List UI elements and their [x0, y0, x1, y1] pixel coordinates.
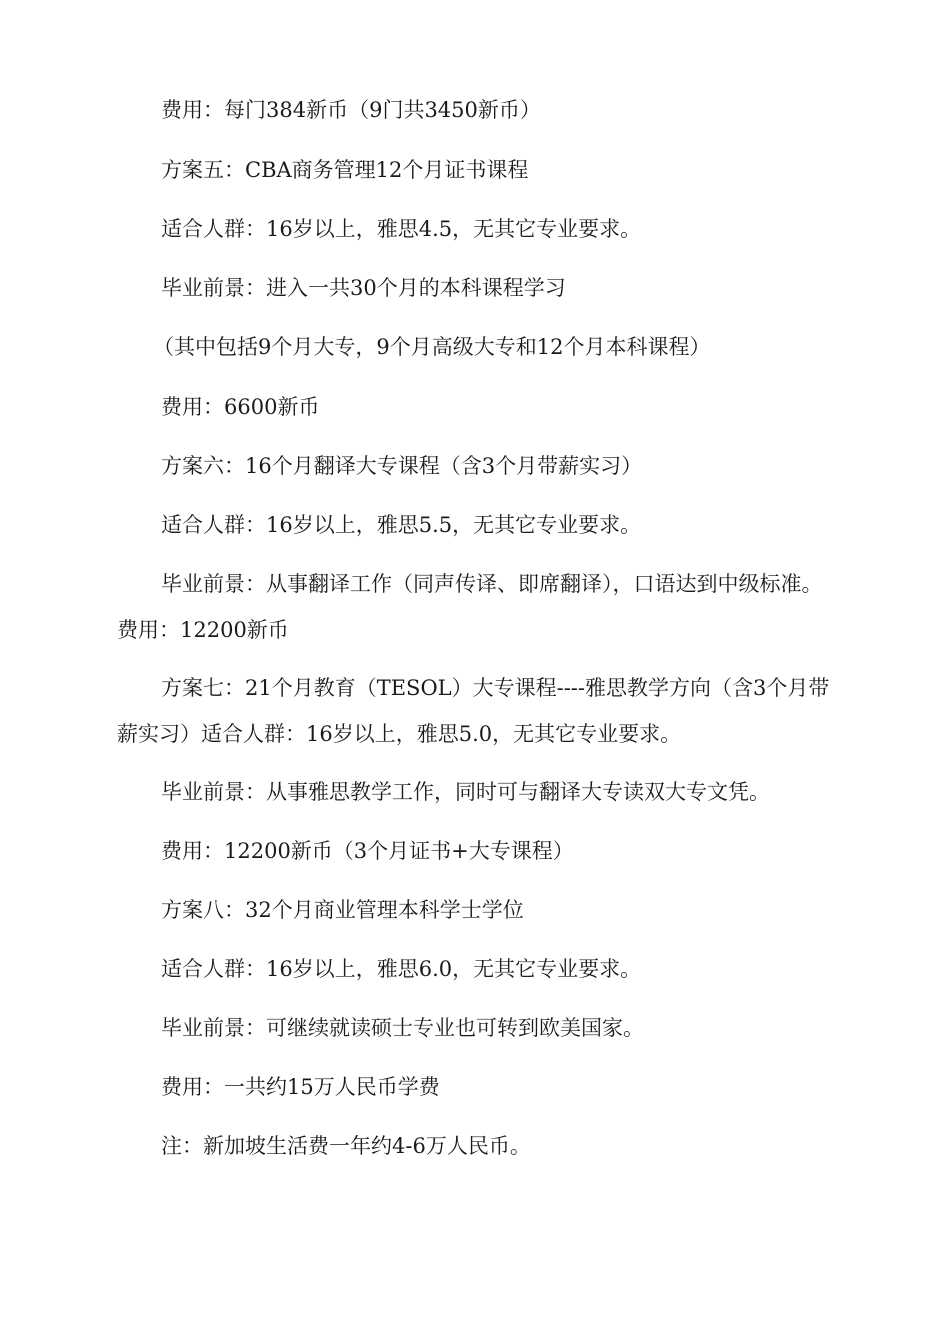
paragraph-plan-eight-audience: 适合人群：16岁以上，雅思6.0，无其它专业要求。 — [161, 957, 642, 981]
paragraph-plan-six-audience: 适合人群：16岁以上，雅思5.5，无其它专业要求。 — [161, 513, 642, 537]
paragraph-living-cost-note: 注：新加坡生活费一年约4-6万人民币。 — [161, 1134, 531, 1158]
paragraph-plan-five-fee: 费用：6600新币 — [161, 395, 320, 419]
paragraph-plan-eight-fee: 费用：一共约15万人民币学费 — [161, 1075, 440, 1099]
paragraph-plan-five-prospect: 毕业前景：进入一共30个月的本科课程学习 — [161, 276, 566, 300]
paragraph-plan-five-audience: 适合人群：16岁以上，雅思4.5，无其它专业要求。 — [161, 217, 642, 241]
paragraph-plan-five-title: 方案五：CBA商务管理12个月证书课程 — [161, 158, 529, 182]
paragraph-fee-per-course: 费用：每门384新币（9门共3450新币） — [161, 98, 541, 122]
paragraph-plan-eight-prospect: 毕业前景：可继续就读硕士专业也可转到欧美国家。 — [161, 1016, 644, 1040]
paragraph-plan-seven-fee: 费用：12200新币（3个月证书+大专课程） — [161, 839, 574, 863]
paragraph-plan-seven-title: 方案七：21个月教育（TESOL）大专课程----雅思教学方向（含3个月带薪实习）适合人群：16岁以上，雅思5.0，无其它专业要求。 — [117, 676, 830, 746]
paragraph-plan-seven-prospect: 毕业前景：从事雅思教学工作，同时可与翻译大专读双大专文凭。 — [161, 780, 770, 804]
paragraph-plan-five-detail: （其中包括9个月大专，9个月高级大专和12个月本科课程） — [153, 335, 711, 359]
paragraph-plan-eight-title: 方案八：32个月商业管理本科学士学位 — [161, 898, 524, 922]
paragraph-plan-six-title: 方案六：16个月翻译大专课程（含3个月带薪实习） — [161, 454, 643, 478]
paragraph-plan-six-prospect: 毕业前景：从事翻译工作（同声传译、即席翻译），口语达到中级标准。费用：12200新币 — [117, 572, 823, 642]
